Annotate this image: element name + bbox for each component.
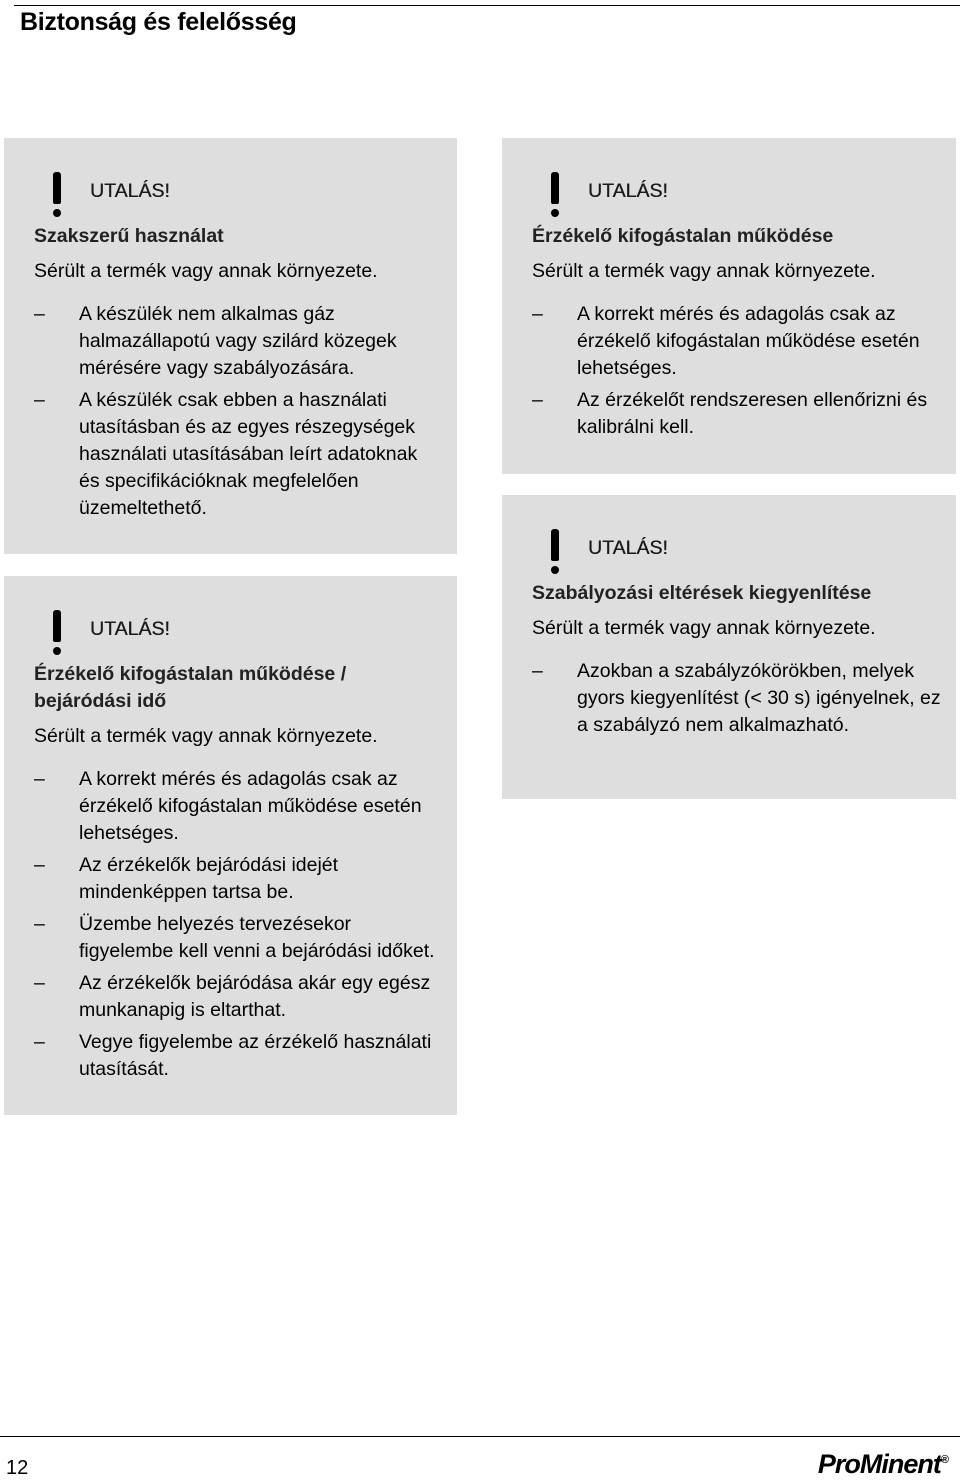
list-item: – Az érzékelők bejáródási idejét mindenképpen tartsa be. xyxy=(34,854,339,903)
notice-item-list xyxy=(532,658,942,739)
dash-marker: – xyxy=(532,660,543,682)
list-item: – Az érzékelőt rendszeresen ellenőrizni és kalibrálni kell. xyxy=(532,389,928,438)
list-item: – Vegye figyelembe az érzékelő használati utasítását. xyxy=(34,1031,432,1080)
list-item: – Üzembe helyezés tervezésekor figyelembe kell venni a bejáródási időket. xyxy=(34,913,435,962)
notice-consequence: Sérült a termék vagy annak környezete. xyxy=(532,260,876,282)
notice-label: UTALÁS! xyxy=(588,537,668,559)
exclamation-icon xyxy=(50,172,64,218)
notice-consequence: Sérült a termék vagy annak környezete. xyxy=(34,260,378,282)
page-number: 12 xyxy=(6,1457,29,1479)
brand-name: ProMinent xyxy=(817,1449,941,1479)
dash-marker: – xyxy=(34,854,45,876)
list-item: – A készülék nem alkalmas gáz halmazállapotú vagy szilárd közegek mérésére vagy szabályozására. xyxy=(34,303,397,379)
exclamation-icon xyxy=(50,610,64,656)
notice-item-list xyxy=(34,766,443,1083)
exclamation-icon xyxy=(548,172,562,218)
notice-consequence: Sérült a termék vagy annak környezete. xyxy=(34,725,378,747)
dash-marker: – xyxy=(532,303,543,325)
notice-item-list xyxy=(532,301,942,441)
notice-box-control-deviation xyxy=(502,495,956,799)
dash-marker: – xyxy=(34,768,45,790)
notice-box-proper-use xyxy=(4,138,457,554)
notice-title: Szakszerű használat xyxy=(34,225,224,247)
notice-title: Érzékelő kifogástalan működése xyxy=(532,225,834,247)
list-item: – Az érzékelők bejáródása akár egy egész munkanapig is eltarthat. xyxy=(34,972,431,1021)
notice-item-list xyxy=(34,301,443,522)
notice-consequence: Sérült a termék vagy annak környezete. xyxy=(532,617,876,639)
footer-rule xyxy=(0,1436,960,1437)
dash-marker: – xyxy=(34,389,45,411)
notice-header xyxy=(532,172,942,218)
notice-label: UTALÁS! xyxy=(588,180,668,202)
exclamation-icon xyxy=(548,529,562,575)
list-item: – A korrekt mérés és adagolás csak az érzékelő kifogástalan működése esetén lehetséges. xyxy=(532,303,920,379)
dash-marker: – xyxy=(34,1031,45,1053)
brand-logo xyxy=(818,1449,948,1480)
registered-mark: ® xyxy=(940,1454,948,1466)
page-title: Biztonság és felelősség xyxy=(20,8,297,36)
list-item: – A korrekt mérés és adagolás csak az érzékelő kifogástalan működése esetén lehetséges. xyxy=(34,768,422,844)
notice-header xyxy=(34,610,443,656)
dash-marker: – xyxy=(34,913,45,935)
notice-box-sensor-runin xyxy=(4,576,457,1115)
list-item: – Azokban a szabályzókörökben, melyek gyors kiegyenlítést (< 30 s) igényelnek, ez a szabályzó nem alkalmazható. xyxy=(532,660,941,736)
notice-title: Szabályozási eltérések kiegyenlítése xyxy=(532,582,872,604)
dash-marker: – xyxy=(34,972,45,994)
dash-marker: – xyxy=(34,303,45,325)
dash-marker: – xyxy=(532,389,543,411)
list-item: – A készülék csak ebben a használati utasításban és az egyes részegységek használati utasításában leírt adatoknak és specifikációknak megfelelően üzemeltethető. xyxy=(34,389,418,519)
notice-header xyxy=(532,529,942,575)
notice-box-sensor-function xyxy=(502,138,956,474)
header-rule xyxy=(14,5,960,6)
notice-label: UTALÁS! xyxy=(90,180,170,202)
notice-header xyxy=(34,172,443,218)
notice-label: UTALÁS! xyxy=(90,618,170,640)
notice-title: Érzékelő kifogástalan működése / bejáródási idő xyxy=(34,663,347,712)
